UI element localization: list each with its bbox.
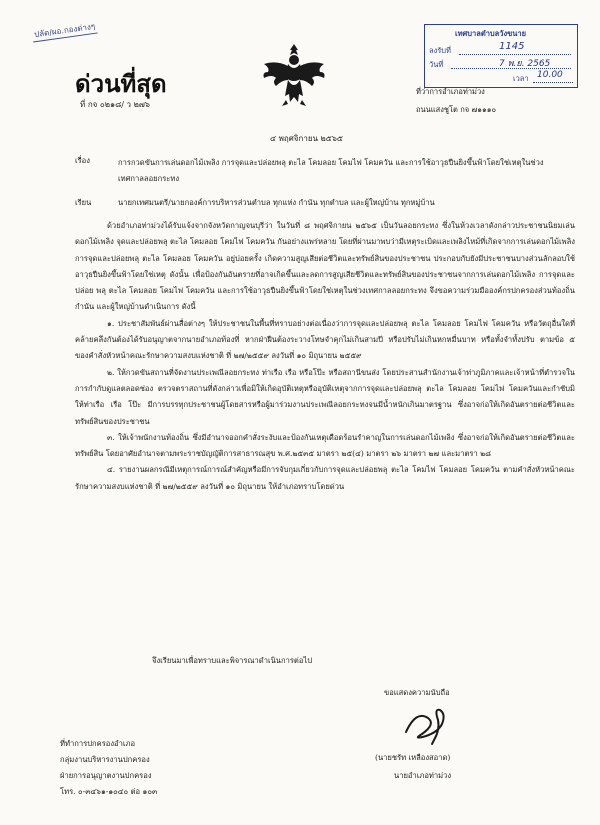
footer-group: กลุ่มงานบริหารงานปกครอง [60,755,150,764]
signer-title: นายอำเภอท่าม่วง [394,771,452,780]
footer-contact [60,736,157,800]
regards-text: ขอแสดงความนับถือ [384,688,450,697]
issuer-block [416,86,586,116]
subject-text: การกวดขันการเล่นดอกไม้เพลิง การจุดและปล่อยพลุ ตะไล โคมลอย โคมไฟ โคมควัน และการใช้อาวุธปืนยิงขึ้นฟ้าโดยใช่เหตุในช่วงเทศกาลลอยกระทง [118,158,544,183]
stamp-date-label: วันที่ [429,60,444,69]
letter-body [75,218,575,495]
stamp-received-number: 1145 [499,41,525,52]
garuda-emblem-icon [262,40,326,110]
item-3-paragraph: ๓. ให้เจ้าพนักงานท้องถิ่น ซึ่งมีอำนาจออกคำสั่งระงับและป้องกันเหตุเดือดร้อนรำคาญในการเล่นดอกไม้เพลิง ซึ่งอาจก่อให้เกิดอันตรายต่อชีวิตและทรัพย์สิน โดยอาศัยอำนาจตามพระราชบัญญัติการสาธารณสุข พ.ศ.๒๕๓๕ มาตรา ๒๕(๔) มาตรา ๒๖ มาตรา ๒๗ และมาตรา ๒๘ [75,432,575,459]
footer-office: ที่ทำการปกครองอำเภอ [60,739,136,748]
footer-phone: โทร. ๐-๓๔๖๑-๑๐๔๐ ต่อ ๑๐๓ [60,787,158,796]
footer-section: ฝ่ายการอนุญาตงานปกครอง [60,771,152,780]
closing-sentence: จึงเรียนมาเพื่อทราบและพิจารณาดำเนินการต่อไป [152,656,313,665]
recipient-text: นายกเทศมนตรี/นายกองค์การบริหารส่วนตำบล ทุกแห่ง กำนัน ทุกตำบล และผู้ใหญ่บ้าน ทุกหมู่บ้าน [118,198,435,207]
item-2-paragraph: ๒. ให้กวดขันสถานที่จัดงานประเพณีลอยกระทง ท่าเรือ เรือ หรือโป๊ะ หรือสถานีขนส่ง โดยประสานสำนักงานเจ้าท่าภูมิภาคและเจ้าหน้าที่ตำรวจในการกำกับดูแลตลอดช่อง ตรวจตราสถานที่ดังกล่าวเพื่อมิให้เกิดอุบัติเหตุหรืออุบัติเหตุจากการจุดและปล่อยพลุ ตะไล โคมลอย โคมไฟ โคมควันและกำชับมิให้ท่าเรือ เรือ โป๊ะ มีการบรรทุกประชาชนผู้โดยสารหรือผู้มาร่วมงานประเพณีลอยกระทงจนมีน้ำหนักเกินมาตรฐาน ซึ่งอาจก่อให้เกิดอันตรายต่อชีวิตและทรัพย์สินของประชาชน [75,367,575,426]
handwritten-signature [396,702,466,750]
issuer-office: ที่ว่าการอำเภอท่าม่วง [416,87,485,96]
stamp-time-label: เวลา [513,74,529,83]
stamp-received-label: ลงรับที่ [429,46,451,55]
receipt-stamp [424,24,578,88]
document-date: ๔ พฤศจิกายน ๒๕๖๕ [270,134,343,143]
stamp-time: 10.00 [537,70,563,80]
stamp-date: 7 พ.ย. 2565 [499,59,551,69]
signer-name: (นายชรัท เหลืองสอาด) [375,753,451,762]
intro-paragraph: ด้วยอำเภอท่าม่วงได้รับแจ้งจากจังหวัดกาญจนบุรีว่า ในวันที่ ๘ พฤศจิกายน ๒๕๖๕ เป็นวันลอยกระทง ซึ่งในห้วงเวลาดังกล่าวประชาชนนิยมเล่นดอกไม้เพลิง จุดและปล่อยพลุ ตะไล โคมลอย โคมไฟ โคมควัน กันอย่างแพร่หลาย โดยที่ผ่านมาพบว่ามีเหตุระเบิดและเพลิงไหม้ที่เกิดจากการเล่นดอกไม้เพลิง การจุดและปล่อยพลุ ตะไล โคมลอย โคมควัน อยู่บ่อยครั้ง เกิดความสูญเสียต่อชีวิตและทรัพย์สินของประชาชน ประกอบกับยังมีประชาชนบางส่วนลักลอบใช้อาวุธปืนยิงขึ้นฟ้าโดยใช่เหตุ ดังนั้น เพื่อป้องกันอันตรายที่อาจเกิดขึ้นและลดการสูญเสียชีวิตและทรัพย์สินของประชาชนจากการเล่นดอกไม้เพลิง การจุดและปล่อย พลุ ตะไล โคมลอย โคมไฟ โคมควัน และการใช้อาวุธปืนยิงขึ้นฟ้าโดยใช่เหตุในช่วงเทศกาลลอยกระทง จึงขอความร่วมมือองค์กรปกครองส่วนท้องถิ่น กำนัน และผู้ใหญ่บ้านดำเนินการ ดังนี้ [75,221,575,312]
subject-label: เรื่อง [75,156,90,165]
stamp-title: เทศบาลตำบลวังขนาย [455,29,527,38]
document-number: ที่ กจ ๐๒๑๘/ ว ๒๗๖ [80,100,150,109]
item-1-paragraph: ๑. ประชาสัมพันธ์ผ่านสื่อต่างๆ ให้ประชาชนในพื้นที่ทราบอย่างต่อเนื่องว่าการจุดและปล่อยพลุ ตะไล โคมลอย โคมไฟ โคมควัน หรือวัตถุอื่นใดที่คล้ายคลึงกันต้องได้รับอนุญาตจากนายอำเภอท้องที่ หากฝ่าฝืนต้องระวางโทษจำคุกไม่เกินสามปี หรือปรับไม่เกินหกหมื่นบาท หรือทั้งจำทั้งปรับ ตามข้อ ๕ ของคำสั่งหัวหน้าคณะรักษาความสงบแห่งชาติ ที่ ๒๗/๒๕๕๙ ลงวันที่ ๑๐ มิถุนายน ๒๕๕๙ [75,318,575,361]
item-4-paragraph: ๔. รายงานผลกรณีมีเหตุการณ์การณ์สำคัญหรือมีการจับกุมเกี่ยวกับการจุดและปล่อยพลุ ตะไล โคมไฟ โคมลอย โคมควัน ตามคำสั่งหัวหน้าคณะรักษาความสงบแห่งชาติ ที่ ๒๗/๒๕๕๙ ลงวันที่ ๑๐ มิถุนายน ให้อำเภอทราบโดยด่วน [75,465,575,491]
urgency-heading: ด่วนที่สุด [75,70,167,98]
recipient-label: เรียน [75,198,92,207]
issuer-address: ถนนแสงชูโต กจ ๗๑๑๑๐ [416,105,497,114]
handwritten-margin-note: ปลัด/ผอ.กองต่างๆ [31,20,98,43]
